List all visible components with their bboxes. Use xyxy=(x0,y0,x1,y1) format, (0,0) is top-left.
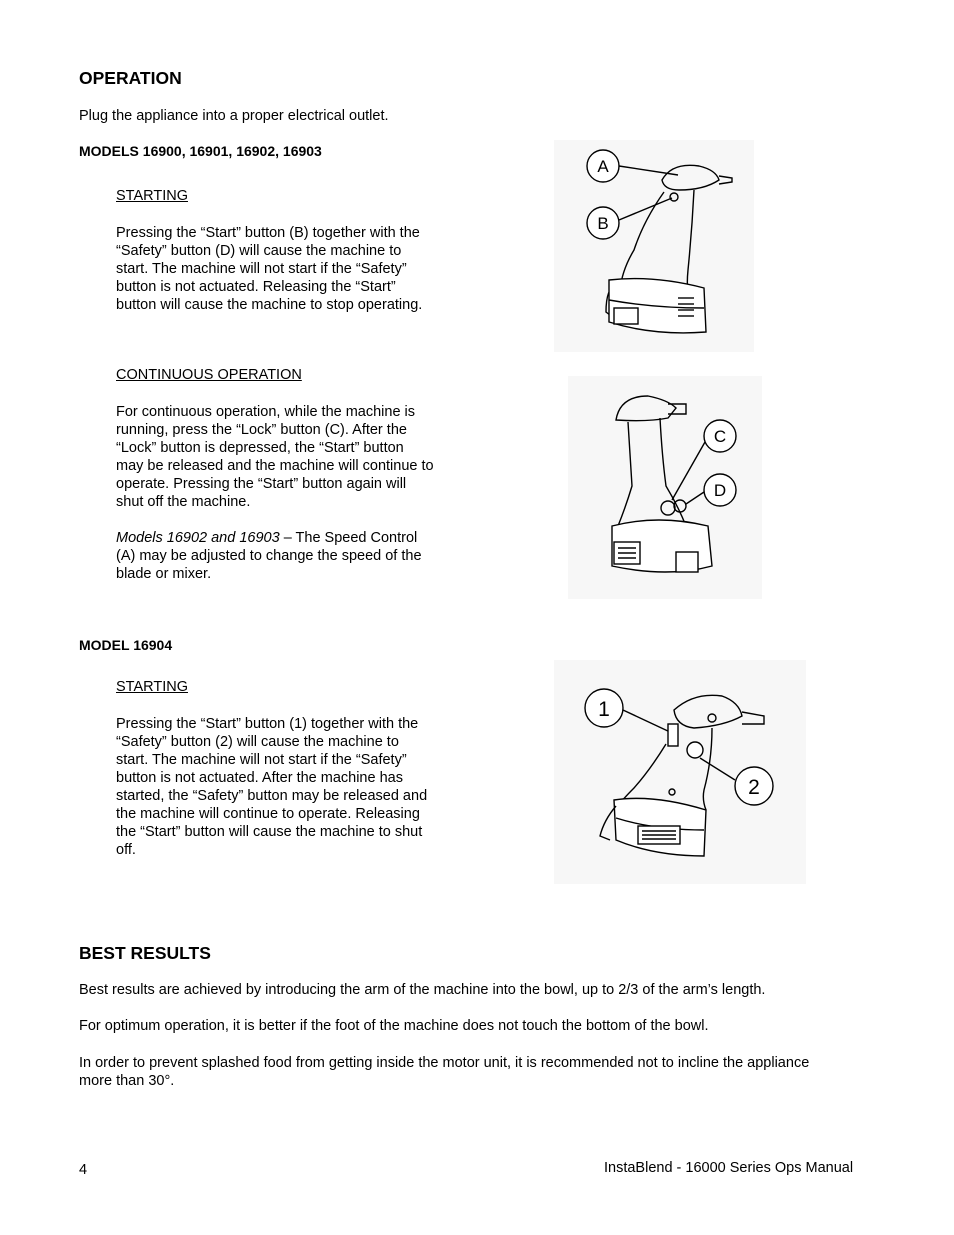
section-title-operation: OPERATION xyxy=(79,68,182,88)
continuous-paragraph xyxy=(116,403,434,511)
manual-title: InstaBlend - 16000 Series Ops Manual xyxy=(604,1160,854,1176)
starting-paragraph xyxy=(116,224,422,314)
best-results-paragraph-1: Best results are achieved by introducing the arm of the machine into the bowl, up to 2/3 of the arm’s length. xyxy=(79,982,766,998)
text-line: more than 30°. xyxy=(79,1073,175,1089)
text-line: Pressing the “Start” button (B) together with the xyxy=(116,225,420,241)
starting-title: STARTING xyxy=(116,188,188,204)
text-line: “Safety” button (2) will cause the machine to xyxy=(116,734,399,750)
text-line: may be released and the machine will continue to xyxy=(116,458,434,474)
section-title-best-results: BEST RESULTS xyxy=(79,943,211,963)
text-line: “Safety” button (D) will cause the machine to xyxy=(116,243,402,259)
text-line: blade or mixer. xyxy=(116,566,212,582)
callout-b-label: B xyxy=(597,214,609,233)
speed-control-paragraph xyxy=(116,529,422,583)
models-italic: Models 16902 and 16903 xyxy=(116,530,280,546)
text-line: button will cause the machine to stop operating. xyxy=(116,297,423,313)
text-line: (A) may be adjusted to change the speed of the xyxy=(116,548,422,564)
callout-c-label: C xyxy=(713,427,727,446)
text-line: button is not actuated. Releasing the “Start” xyxy=(116,279,396,295)
best-results-paragraph-2: For optimum operation, it is better if the foot of the machine does not touch the bottom of the bowl. xyxy=(79,1018,709,1034)
figure-blender-lock-button xyxy=(568,376,762,599)
text-line: In order to prevent splashed food from getting inside the motor unit, it is recommended not to incline the appliance xyxy=(79,1055,810,1071)
text-line: the machine will continue to operate. Releasing xyxy=(116,806,420,822)
text-line: start. The machine will not start if the “Safety” xyxy=(116,261,407,277)
text-line: shut off the machine. xyxy=(116,494,251,510)
text-line: the “Start” button will cause the machine to shut xyxy=(116,824,423,840)
callout-a-label: A xyxy=(597,157,609,176)
text-line: Pressing the “Start” button (1) together with the xyxy=(116,716,419,732)
models-heading: MODELS 16900, 16901, 16902, 16903 xyxy=(79,143,322,159)
text-line: start. The machine will not start if the “Safety” xyxy=(116,752,407,768)
model-heading: MODEL 16904 xyxy=(79,637,173,653)
starting-title-2: STARTING xyxy=(116,679,188,695)
text-line: button is not actuated. After the machine has xyxy=(116,770,403,786)
starting-paragraph-2 xyxy=(116,715,427,859)
text-line xyxy=(116,529,422,547)
text-line: For continuous operation, while the machine is xyxy=(116,404,416,420)
callout-1-label: 1 xyxy=(598,698,610,721)
best-results-paragraph-3 xyxy=(79,1054,809,1090)
text-line: started, the “Safety” button may be released and xyxy=(116,788,428,804)
speed-text: – The Speed Control xyxy=(279,530,418,546)
callout-2-label: 2 xyxy=(748,776,760,799)
text-line: running, press the “Lock” button (C). After the xyxy=(116,422,407,438)
figure-blender-top-buttons xyxy=(554,140,754,352)
figure-blender-16904 xyxy=(554,660,806,884)
callout-d-label: D xyxy=(713,481,727,500)
text-line: off. xyxy=(116,842,136,858)
continuous-title: CONTINUOUS OPERATION xyxy=(116,367,302,383)
text-line: operate. Pressing the “Start” button again will xyxy=(116,476,407,492)
text-line: “Lock” button is depressed, the “Start” button xyxy=(116,440,404,456)
intro-text: Plug the appliance into a proper electrical outlet. xyxy=(79,108,389,124)
page-number: 4 xyxy=(79,1162,88,1178)
